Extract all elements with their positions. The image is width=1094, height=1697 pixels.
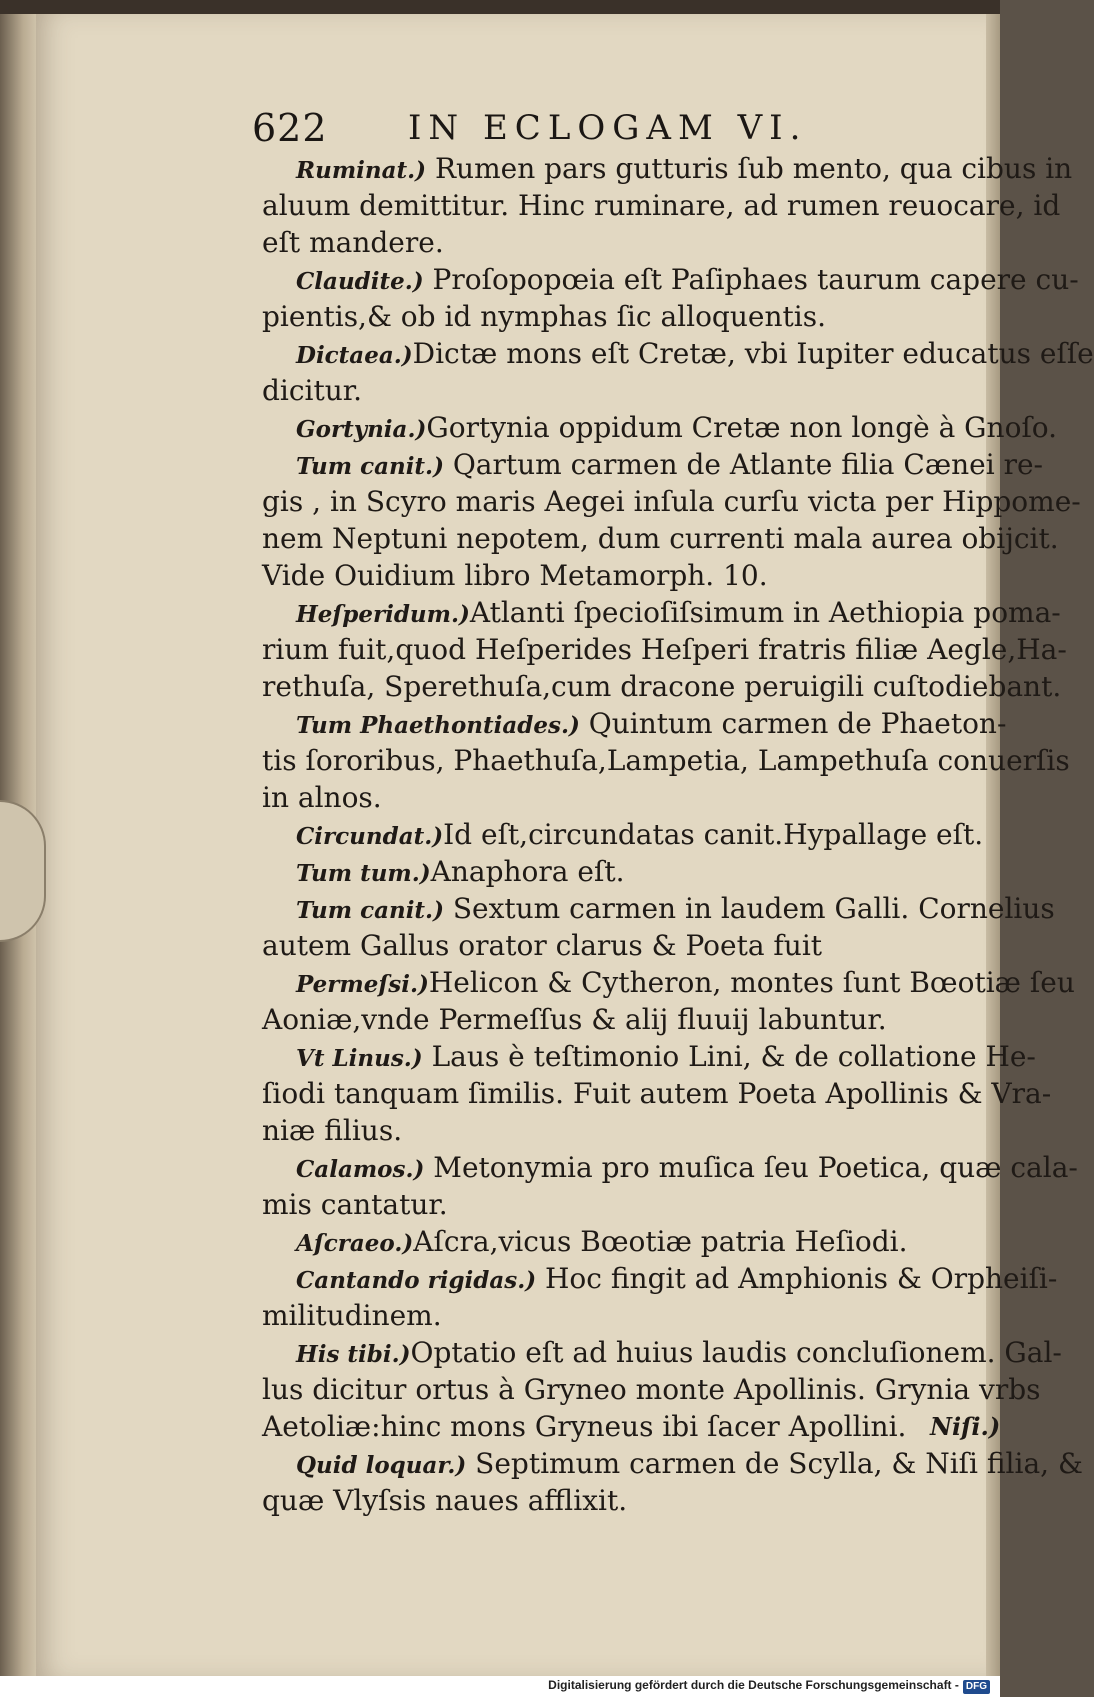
- lemma: Heſperidum.): [296, 601, 470, 628]
- lemma: Tum Phaethontiades.): [296, 712, 580, 739]
- line-text: aluum demittitur. Hinc ruminare, ad rumen reuocare, id: [262, 189, 1061, 222]
- page-number: 622: [252, 106, 328, 150]
- line-text: Aſcra,vicus Bœotiæ patria Heſiodi.: [413, 1225, 908, 1258]
- text-line: [262, 1371, 1041, 1408]
- line-text: mis cantatur.: [262, 1188, 448, 1221]
- text-line: [262, 1038, 1036, 1075]
- line-text: quæ Vlyſsis naues afflixit.: [262, 1484, 628, 1517]
- text-line: [262, 409, 1058, 446]
- line-text: niæ filius.: [262, 1114, 403, 1147]
- line-text: gis , in Scyro maris Aegei inſula curſu victa per Hippome-: [262, 485, 1081, 518]
- line-text: Optatio eſt ad huius laudis concluſionem. Gal-: [410, 1336, 1062, 1369]
- line-text: Rumen pars gutturis ſub mento, qua cibus in: [426, 152, 1073, 185]
- lemma: Aſcraeo.): [296, 1230, 414, 1257]
- line-text: Gortynia oppidum Cretæ non longè à Gnoſo.: [426, 411, 1058, 444]
- lemma: Claudite.): [296, 268, 424, 295]
- lemma: Tum tum.): [296, 860, 431, 887]
- line-text: Septimum carmen de Scylla, & Niſi filia, &: [466, 1447, 1083, 1480]
- text-line: [262, 742, 1070, 779]
- text-line: [262, 1260, 1058, 1297]
- text-line: [262, 779, 982, 816]
- line-text: eſt mandere.: [262, 226, 444, 259]
- line-text: rium fuit,quod Heſperides Heſperi fratris filiæ Aegle,Ha-: [262, 633, 1067, 666]
- text-line: [262, 631, 1067, 668]
- text-line: [262, 964, 1075, 1001]
- lemma: Circundat.): [296, 823, 444, 850]
- lemma: Tum canit.): [296, 453, 444, 480]
- text-line: [262, 335, 1094, 372]
- line-text: rethuſa, Sperethuſa,cum dracone peruigili cuſtodiebant.: [262, 670, 1062, 703]
- line-text: Dictæ mons eſt Cretæ, vbi Iupiter educatus eſſe: [412, 337, 1094, 370]
- lemma: Calamos.): [296, 1156, 425, 1183]
- line-text: Id eſt,circundatas canit.Hypallage eſt.: [443, 818, 984, 851]
- text-line: [262, 150, 1073, 187]
- lemma: Cantando rigidas.): [296, 1267, 537, 1294]
- line-text: autem Gallus orator clarus & Poeta fuit: [262, 929, 823, 962]
- text-line: [262, 1075, 1052, 1112]
- commentary-text: [262, 150, 1094, 1519]
- lemma: Vt Linus.): [296, 1045, 423, 1072]
- line-text: dicitur.: [262, 374, 363, 407]
- line-text: militudinem.: [262, 1299, 442, 1332]
- text-line: [262, 483, 1081, 520]
- line-text: Aetoliæ:hinc mons Gryneus ibi ſacer Apollini.: [262, 1410, 907, 1443]
- text-line: [262, 1408, 982, 1445]
- line-text: Qartum carmen de Atlante filia Cænei re-: [443, 448, 1044, 481]
- line-text: ſiodi tanquam ſimilis. Fuit autem Poeta Apollinis & Vra-: [262, 1077, 1052, 1110]
- text-line: [262, 298, 982, 335]
- text-line: [262, 520, 1059, 557]
- text-line: [262, 1149, 1078, 1186]
- line-text: nem Neptuni nepotem, dum currenti mala aurea obijcit.: [262, 522, 1059, 555]
- line-text: Quintum carmen de Phaeton-: [579, 707, 1007, 740]
- text-line: [262, 705, 1007, 742]
- line-text: Helicon & Cytheron, montes ſunt Bœotiæ ſeu: [428, 966, 1075, 999]
- text-line: [262, 1482, 982, 1519]
- line-text: Laus è teſtimonio Lini, & de collatione He-: [422, 1040, 1036, 1073]
- text-line: [262, 927, 982, 964]
- text-line: [262, 668, 1062, 705]
- text-line: [262, 1445, 1083, 1482]
- text-line: [262, 1223, 982, 1260]
- text-line: [262, 1334, 1062, 1371]
- lemma: Gortynia.): [296, 416, 427, 443]
- line-text: Vide Ouidium libro Metamorph. 10.: [262, 559, 768, 592]
- text-line: [262, 1001, 982, 1038]
- text-line: [262, 261, 1079, 298]
- line-text: pientis,& ob id nymphas ſic alloquentis.: [262, 300, 826, 333]
- line-text: tis ſororibus, Phaethuſa,Lampetia, Lampethuſa conuerſis: [262, 744, 1070, 777]
- lemma: Dictaea.): [296, 342, 413, 369]
- scan-background: [0, 0, 1000, 14]
- line-text: Proſopopœia eſt Paſiphaes taurum capere cu-: [423, 263, 1079, 296]
- running-title: IN ECLOGAM VI.: [408, 108, 808, 148]
- line-text: Sextum carmen in laudem Galli. Cornelius: [443, 892, 1055, 925]
- footer-bar: [0, 1676, 1000, 1697]
- text-line: [262, 187, 1061, 224]
- lemma: His tibi.): [296, 1341, 411, 1368]
- line-text: Anaphora eſt.: [430, 855, 625, 888]
- lemma: Permeſsi.): [296, 971, 429, 998]
- text-line: [262, 372, 982, 409]
- line-text: Atlanti ſpecioſiſsimum in Aethiopia poma-: [469, 596, 1061, 629]
- text-line: [262, 446, 1044, 483]
- text-line: [262, 557, 982, 594]
- text-line: [262, 594, 1061, 631]
- text-line: [262, 816, 982, 853]
- text-line: [262, 1112, 982, 1149]
- footer-credit: [548, 1678, 990, 1694]
- text-line: [262, 853, 982, 890]
- line-text: lus dicitur ortus à Gryneo monte Apollinis. Grynia vrbs: [262, 1373, 1041, 1406]
- line-text: Hoc fingit ad Amphionis & Orpheiſi-: [536, 1262, 1058, 1295]
- text-line: [262, 224, 982, 261]
- credit-text: Digitalisierung gefördert durch die Deutsche Forschungsgemeinschaft -: [548, 1678, 959, 1692]
- line-text: in alnos.: [262, 781, 382, 814]
- dfg-logo-icon: DFG: [963, 1680, 990, 1694]
- lemma: Quid loquar.): [296, 1452, 467, 1479]
- catchword: Niſi.): [930, 1412, 1001, 1441]
- text-line: [262, 890, 1055, 927]
- line-text: Metonymia pro muſica ſeu Poetica, quæ cala-: [424, 1151, 1078, 1184]
- page-header: [252, 106, 892, 152]
- lemma: Ruminat.): [296, 157, 427, 184]
- text-line: [262, 1186, 982, 1223]
- line-text: Aoniæ,vnde Permeſſus & alij fluuij labuntur.: [262, 1003, 887, 1036]
- lemma: Tum canit.): [296, 897, 444, 924]
- text-line: [262, 1297, 982, 1334]
